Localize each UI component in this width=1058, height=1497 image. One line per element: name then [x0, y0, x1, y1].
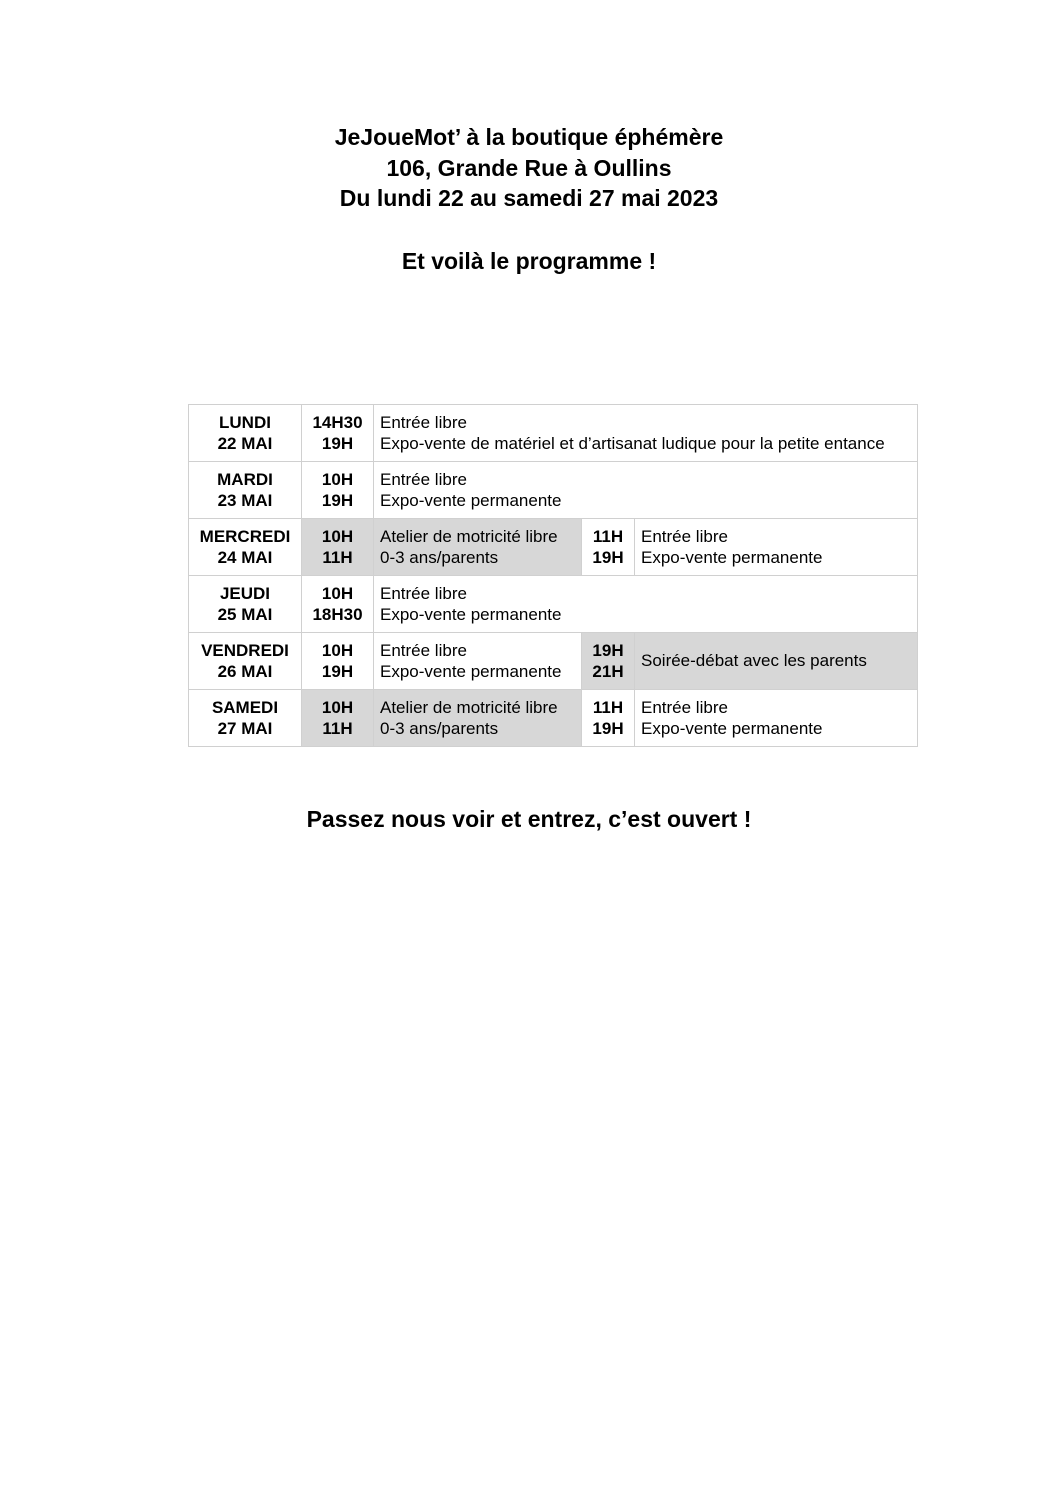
day-date: 27 MAI — [217, 719, 273, 738]
activity-cell — [374, 576, 918, 633]
end-time: 19H — [321, 662, 354, 681]
end-time: 19H — [321, 491, 354, 510]
time-cell — [302, 462, 374, 519]
day-date: 22 MAI — [217, 434, 273, 453]
time-cell-workshop — [302, 519, 374, 576]
end-time: 19H — [592, 548, 624, 567]
activity-line: Entrée libre — [641, 526, 728, 546]
schedule-row-samedi — [189, 690, 918, 747]
day-cell — [189, 690, 302, 747]
day-date: 26 MAI — [217, 662, 273, 681]
activity-cell — [374, 462, 918, 519]
schedule-row-jeudi — [189, 576, 918, 633]
start-time: 10H — [321, 583, 354, 603]
activity-line: Expo-vente permanente — [380, 491, 562, 510]
activity-line: Entrée libre — [380, 583, 467, 603]
activity-line: Expo-vente de matériel et d’artisanat ludique pour la petite entance — [380, 434, 885, 453]
start-time: 14H30 — [312, 412, 363, 432]
header-title: JeJoueMot’ à la boutique éphémère — [334, 124, 724, 150]
activity-line: Atelier de motricité libre — [380, 697, 558, 717]
activity-line: Entrée libre — [380, 412, 467, 432]
day-name: VENDREDI — [201, 640, 289, 660]
activity-line: Expo-vente permanente — [641, 548, 823, 567]
day-name: SAMEDI — [211, 697, 279, 717]
schedule-row-mardi — [189, 462, 918, 519]
end-time: 11H — [322, 719, 353, 738]
schedule-row-lundi — [189, 405, 918, 462]
activity-line: Expo-vente permanente — [380, 605, 562, 624]
end-time: 19H — [592, 719, 624, 738]
debate-cell — [635, 633, 918, 690]
schedule-row-mercredi — [189, 519, 918, 576]
day-date: 23 MAI — [217, 491, 273, 510]
day-name: MARDI — [217, 469, 273, 489]
activity-line: 0-3 ans/parents — [380, 719, 499, 738]
start-time: 10H — [321, 697, 354, 717]
day-cell — [189, 633, 302, 690]
time-cell-workshop — [302, 690, 374, 747]
day-name: MERCREDI — [199, 526, 291, 546]
workshop-cell — [374, 519, 582, 576]
time-cell — [302, 576, 374, 633]
day-name: LUNDI — [219, 412, 271, 432]
activity-line: 0-3 ans/parents — [380, 548, 499, 567]
page-header — [0, 122, 1058, 214]
closing-message: Passez nous voir et entrez, c’est ouvert ! — [306, 806, 752, 832]
start-time: 11H — [592, 697, 624, 717]
activity-line: Entrée libre — [380, 469, 467, 489]
day-name: JEUDI — [219, 583, 271, 603]
start-time: 10H — [321, 526, 354, 546]
time-cell — [302, 405, 374, 462]
day-cell — [189, 405, 302, 462]
time-cell-debate — [582, 633, 635, 690]
activity-cell — [635, 690, 918, 747]
schedule-row-vendredi — [189, 633, 918, 690]
header-dates: Du lundi 22 au samedi 27 mai 2023 — [339, 185, 719, 211]
activity-line: Expo-vente permanente — [641, 719, 823, 738]
time-cell — [302, 633, 374, 690]
end-time: 11H — [322, 548, 353, 567]
start-time: 10H — [321, 640, 354, 660]
start-time: 19H — [592, 640, 624, 660]
end-time: 19H — [321, 434, 354, 453]
start-time: 11H — [592, 526, 624, 546]
activity-cell — [635, 519, 918, 576]
day-date: 24 MAI — [217, 548, 273, 567]
activity-cell — [374, 633, 582, 690]
activity-line: Entrée libre — [641, 697, 728, 717]
workshop-cell — [374, 690, 582, 747]
header-address: 106, Grande Rue à Oullins — [386, 154, 672, 181]
day-cell — [189, 576, 302, 633]
program-subtitle: Et voilà le programme ! — [401, 248, 657, 274]
day-cell — [189, 462, 302, 519]
activity-line: Soirée-débat avec les parents — [641, 651, 867, 671]
end-time: 21H — [592, 662, 624, 681]
start-time: 10H — [321, 469, 354, 489]
end-time: 18H30 — [312, 605, 363, 624]
day-cell — [189, 519, 302, 576]
activity-line: Entrée libre — [380, 640, 467, 660]
schedule-table — [188, 404, 918, 747]
time-cell — [582, 519, 635, 576]
time-cell — [582, 690, 635, 747]
activity-line: Atelier de motricité libre — [380, 526, 558, 546]
activity-cell — [374, 405, 918, 462]
day-date: 25 MAI — [217, 605, 273, 624]
activity-line: Expo-vente permanente — [380, 662, 562, 681]
